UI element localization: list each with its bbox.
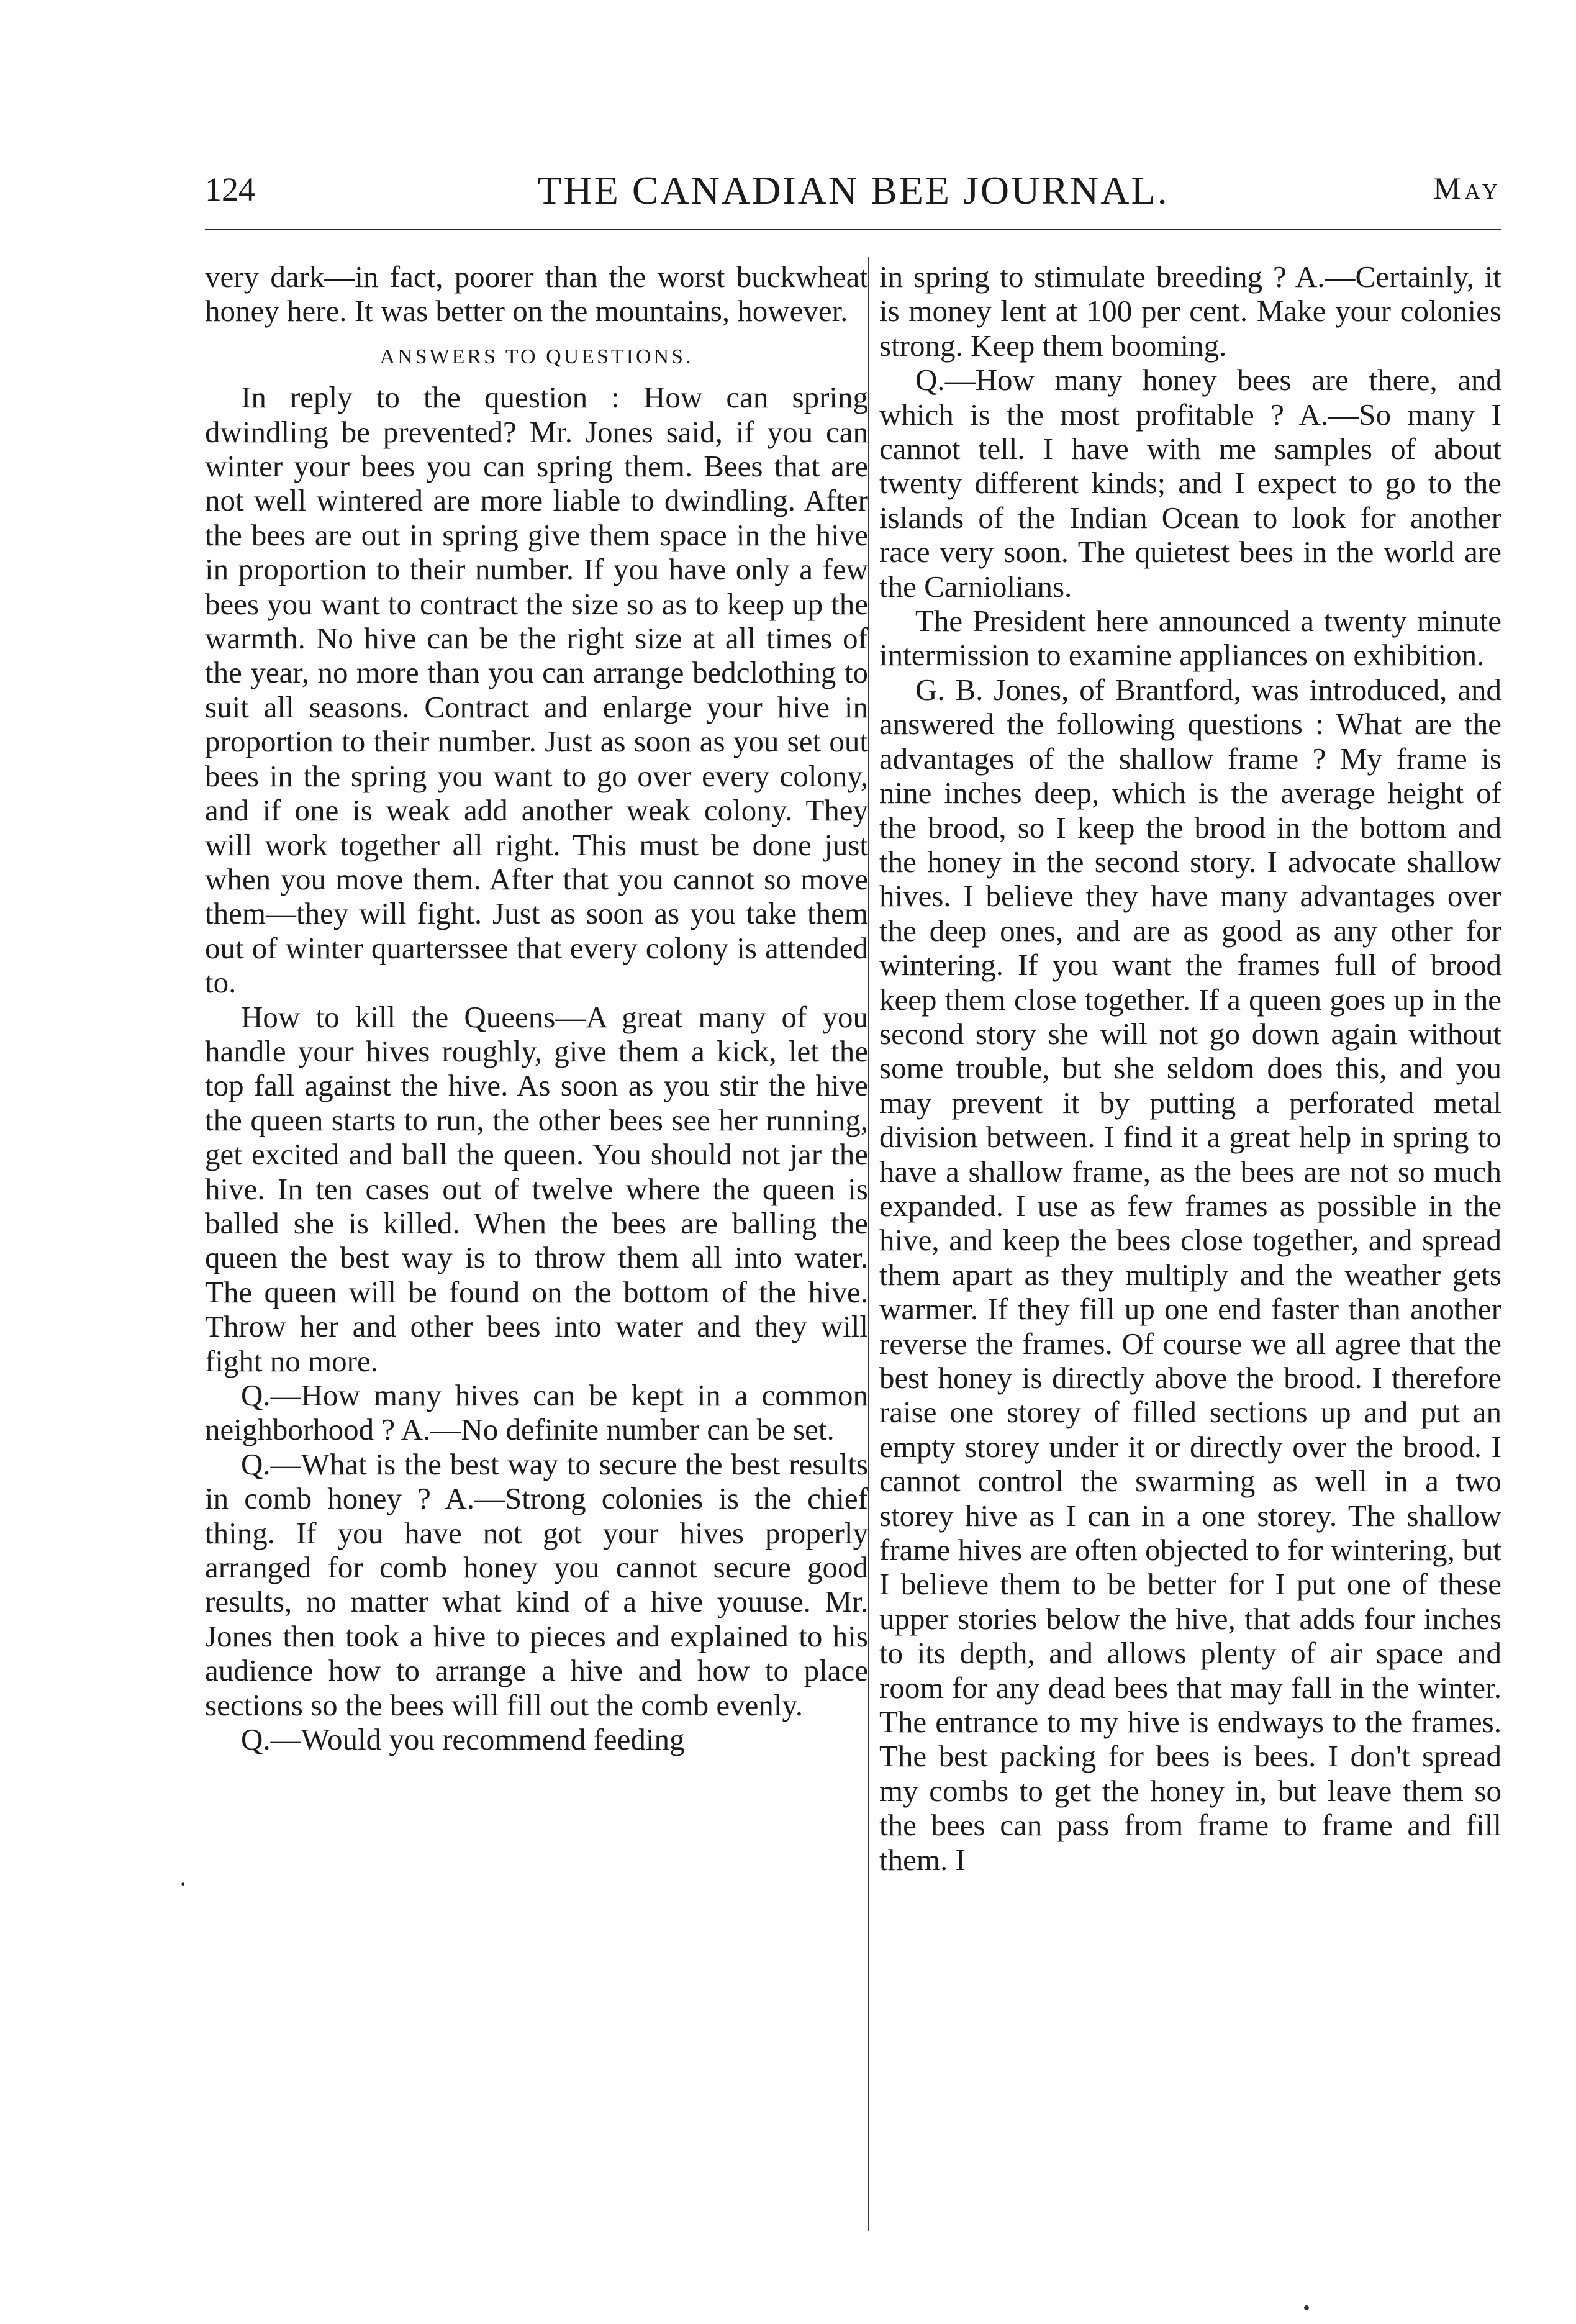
- paragraph-spring-dwindling: In reply to the question : How can spring dwindling be prevented? Mr. Jones said, if you can winter your bees you can spring them. Bees that are not well wintered are more liable to dwindling. After the bees are out in spring give them space in the hive in proportion to their number. If you have only a few bees you want to contract the size so as to keep up the warmth. No hive can be the right size at all times of the year, no more than you can arrange bedclothing to suit all seasons. Contract and enlarge your hive in proportion to their number. Just as soon as you set out bees in the spring you want to go over every colony, and if one is weak add another weak colony. They will work together all right. This must be done just when you move them. After that you cannot so move them—they will fight. Just as soon as you take them out of winter quarterssee that every colony is attended to.: [205, 380, 868, 1000]
- header-rule: [205, 229, 1501, 230]
- margin-dot: ·: [179, 1870, 188, 1898]
- print-speck: [1304, 2305, 1309, 2310]
- paragraph-hives-neighborhood: Q.—How many hives can be kept in a common neighborhood ? A.—No definite number can be set.: [205, 1378, 868, 1447]
- paragraph-kill-queens: How to kill the Queens—A great many of you handle your hives roughly, give them a kick, let the top fall against the hive. As soon as you stir the hive the queen starts to run, the other bees see her running, get excited and ball the queen. You should not jar the hive. In ten cases out of twelve where the queen is balled she is killed. When the bees are balling the queen the best way is to throw them all into water. The queen will be found on the bottom of the hive. Throw her and other bees into water and they will fight no more.: [205, 999, 868, 1378]
- paragraph-intermission: The President here announced a twenty minute intermission to examine appliances on exhibition.: [879, 604, 1501, 673]
- left-column: [205, 260, 868, 1756]
- running-head-title: THE CANADIAN BEE JOURNAL.: [537, 168, 1169, 212]
- paragraph-feeding: Q.—Would you recommend feeding: [241, 1722, 685, 1757]
- paragraph-comb-honey: Q.—What is the best way to secure the best results in comb honey ? A.—Strong colonies is the chief thing. If you have not got your hives properly arranged for comb honey you cannot secure good results, no matter what kind of a hive youuse. Mr. Jones then took a hive to pieces and explained to his audience how to arrange a hive and how to place sections so the bees will fill out the comb evenly.: [205, 1446, 868, 1722]
- section-subheading: ANSWERS TO QUESTIONS.: [379, 345, 694, 368]
- paragraph-shallow-frame: G. B. Jones, of Brantford, was introduced, and answered the following questions : What are the advantages of the shallow frame ? My frame is nine inches deep, which is the average height of the brood, so I keep the brood in the bottom and the honey in the second story. I advocate shallow hives. I believe they have many advantages over the deep ones, and are as good as any other for wintering. If you want the frames full of brood keep them close together. If a queen goes up in the second story she will not go down again without some trouble, but she seldom does this, and you may prevent it by putting a perforated metal division between. I find it a great help in spring to have a shallow frame, as the bees are not so much expanded. I use as few frames as possible in the hive, and keep the bees close together, and spread them apart as they multiply and the weather gets warmer. If they fill up one end faster than another reverse the frames. Of course we all agree that the best honey is directly above the brood. I therefore raise one storey of filled sections up and put an empty storey under it or directly over the brood. I cannot control the swarming as well in a two storey hive as I can in a one storey. The shallow frame hives are often objected to for wintering, but I believe them to be better for I put one of these upper stories below the hive, that adds four inches to its depth, and allows plenty of air space and room for any dead bees that may fall in the winter. The entrance to my hive is endways to the frames. The best packing for bees is bees. I don't spread my combs to get the honey in, but leave them so the bees can pass from frame to frame and fill them. I: [879, 672, 1501, 1877]
- page-header: [205, 168, 1501, 224]
- issue-month: May: [1433, 171, 1501, 206]
- paragraph-honey-bee-races: Q.—How many honey bees are there, and which is the most profitable ? A.—So many I cannot tell. I have with me samples of about twenty different kinds; and I expect to go to the islands of the Indian Ocean to look for another race very soon. The quietest bees in the world are the Carniolians.: [879, 363, 1501, 604]
- right-intro-paragraph: in spring to stimulate breeding ? A.—Certainly, it is money lent at 100 per cent. Make your colonies strong. Keep them booming.: [879, 260, 1501, 363]
- column-divider: [868, 257, 869, 2231]
- page-number: 124: [205, 171, 255, 208]
- left-intro-paragraph: very dark—in fact, poorer than the worst buckwheat honey here. It was better on the mountains, however.: [205, 260, 868, 329]
- right-column: [879, 260, 1501, 1877]
